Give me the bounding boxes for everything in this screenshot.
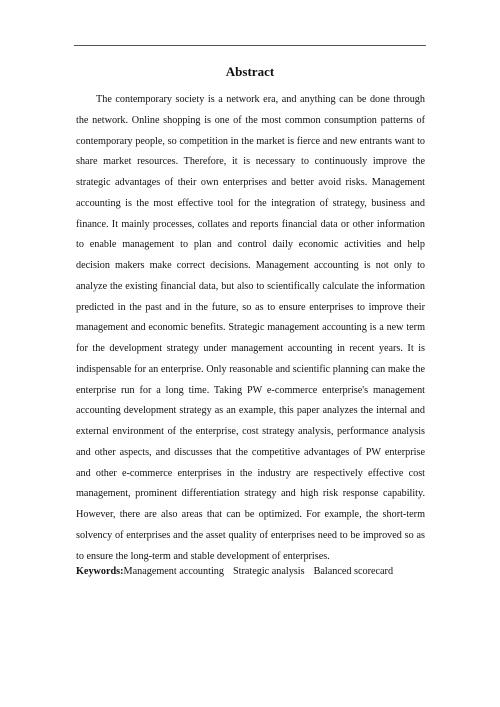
keywords-line: [76, 565, 425, 579]
page-title: Abstract: [225, 64, 275, 79]
keyword-item: Management accounting: [123, 566, 224, 577]
keyword-item: Balanced scorecard: [313, 566, 394, 577]
keywords-label: Keywords:: [76, 566, 124, 577]
abstract-body: The contemporary society is a network era, and anything can be done through the network. Online shopping is one of the most common consumption patterns of contemporary people, so competition in the market is fierce and new entrants want to share market resources. Therefore, it is necessary to continuously improve the strategic advantages of their own enterprises and better avoid risks. Management accounting is the most effective tool for the integration of strategy, business and finance. It mainly processes, collates and reports financial data or other information to enable management to plan and control daily economic activities and help decision makers make correct decisions. Management accounting is not only to analyze the existing financial data, but also to scientifically calculate the information predicted in the past and in the future, so as to ensure enterprises to improve their management and economic benefits. Strategic management accounting is a new term for the development strategy under management accounting in recent years. It is indispensable for an enterprise. Only reasonable and scientific planning can make the enterprise run for a long time. Taking PW e-commerce enterprise's management accounting development strategy as an example, this paper analyzes the internal and external environment of the enterprise, cost strategy analysis, performance analysis and other aspects, and discusses that the competitive advantages of PW enterprise and other e-commerce enterprises in the industry are respectively effective cost management, prominent differentiation strategy and high risk response capability. However, there are also areas that can be optimized. For example, the short-term solvency of enterprises and the asset quality of enterprises need to be improved so as to ensure the long-term and stable development of enterprises.: [76, 94, 425, 562]
header-rule: [74, 45, 426, 46]
keyword-item: Strategic analysis: [232, 566, 305, 577]
